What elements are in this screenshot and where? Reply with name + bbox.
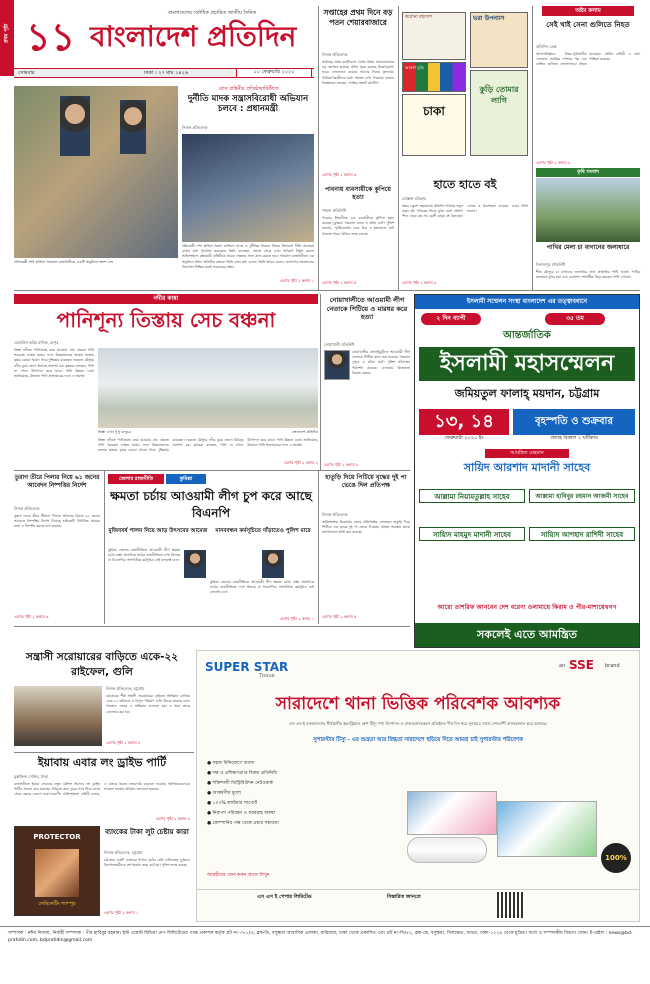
ad-islamic-conference (414, 294, 640, 648)
turag-reporter: নিজস্ব প্রতিবেদক (14, 506, 40, 511)
lead-photo-wide (182, 134, 314, 242)
ad-note: আরো তাশরিফ আনবেন দেশ বরেণ্য ওলামায়ে কিরাম ও পীর-মাশায়েখগণ (437, 604, 617, 611)
ad-time: প্রত্যহ বিকাল ২ ঘটিকায় (550, 435, 598, 441)
ad-days-name: বৃহস্পতি ও শুক্রবার (513, 409, 635, 435)
turag-jump: এরপর পৃষ্ঠা ২ কলাম ৬ (14, 614, 49, 619)
ad-dates: ১৩, ১৪ (419, 409, 509, 435)
comilla-sub-2: মানববন্ধন কর্মসূচিতে দাঁড়াতেও পুলিশ মারে (215, 528, 311, 534)
partner-prefix: an (559, 663, 566, 669)
bank-reporter: নিজস্ব প্রতিবেদক, চট্টগ্রাম (104, 850, 143, 855)
lead-reporter: নিজস্ব প্রতিবেদক (182, 125, 208, 130)
imprint: সম্পাদক : নঈম নিজাম, নির্বাহী সম্পাদক : পীর হাবিবুর রহমান। ইস্ট ওয়েস্ট মিডিয়া গ্রুপ লিমিটেডের পক্ষে প্রকাশক কর্তৃক প্লট নং-৩৭১/এ, ব্লক-ডি, বসুন্ধরা আবাসিক এলাকা, বারিধারা, ঢাকা থেকে প্রকাশিত এবং প্লট নং-সি/৫২, ব্লক-কে, বসুন্ধরা, খিলক্ষেত, বাড্ডা, ঢাকা-১২২৯ থেকে মুদ্রিত। বার্তা ও সম্পাদকীয় বিভাগ ফোন। ই-মেইল : news@bd-pratidin.com, bdpratidin@gmail.com (8, 931, 633, 943)
column-badge: অষ্টম কলাম (542, 6, 634, 16)
day-label: সোমবার (18, 70, 35, 76)
army-jump: এরপর পৃষ্ঠা ২ কলাম ৪ (536, 160, 571, 165)
haturi-jump: এরপর পৃষ্ঠা ২ কলাম ৫ (322, 614, 357, 619)
ad-guest-3: সায়্যিদ মাহমুদ মাদানী সাহেব (419, 527, 525, 541)
book-cover-2: ভরা উপন্যাস (470, 12, 528, 68)
superstar-phone-label: বিস্তারিত জানতে (387, 894, 421, 900)
ad-guest-1: আল্লামা নিয়ামতুল্লাহ সাহেব (419, 489, 525, 503)
sharemarket-headline: সপ্তাহের প্রথম দিনে বড় পতন শেয়ারবাজারে (323, 8, 393, 27)
yaba-jump: এরপর পৃষ্ঠা ২ কলাম ৩ (155, 816, 190, 821)
masthead-tagline: বাংলাদেশের সর্বাধিক প্রচারিত জাতীয় দৈনিক (168, 10, 256, 16)
bank-body: চট্টগ্রামে একটি ব্যাংকের শাখায় লুটের চেষ্টা চালিয়েছে দুর্বৃত্তরা। নিরাপত্তাকর্মীদের তৎপরতায় তারা ব্যর্থ হয়। পুলিশ তদন্ত করছে। (104, 858, 190, 868)
ad-footer: সকলেই এতে আমন্ত্রিত (415, 623, 639, 647)
bullet-3: ● শক্তিশালী ডিস্ট্রিবিউশন নেটওয়ার্ক (207, 781, 273, 786)
army-reporter: প্রতিদিন ডেস্ক (536, 44, 557, 49)
bullet-7: ● কোম্পানির পক্ষ থেকে প্রচার সহায়তা (207, 821, 279, 826)
turag-body: তুরাগ নদের তীরে সীমানা পিলার স্থাপনের বিষয়ে ৬১ জনের আবেদন নিষ্পত্তির নির্দেশ দিয়েছে হাইকোর্ট। নির্ধারিত সময়ের মধ্যে এ নিষ্পত্তি করতে বলা হয়েছে। (14, 514, 100, 529)
lead-photo-person-2 (120, 100, 146, 154)
comilla-tag-1: জেলার রাজনীতি (108, 474, 164, 484)
turag-headline: তুরাগ তীরে পিলার নিয়ে ৬১ জনের আবেদন নিষ্পত্তির নির্দেশ (14, 474, 100, 489)
tissue-box-2 (497, 801, 597, 857)
logo-mark: ১১ (26, 15, 76, 59)
noakhali-headline: নোয়াখালীতে আওয়ামী লীগ নেতাকে পিটিয়ে ও মারধর করে হত্যা (326, 296, 408, 322)
bird-photo (536, 178, 640, 242)
army-body: আফগানিস্তানে উত্তর-পূর্বাঞ্চলীয় এলাকায় সামরিক পোশাক পরা এক ব্যক্তির গুলিতে সেনাসদস্যরা নিহত হয়েছেন। মার্কিন বাহিনী এ তথ্য নিশ্চিত করেছে। (536, 52, 640, 67)
date-box: ১০ ফেব্রুয়ারি ২০২০ (236, 68, 312, 78)
bullet-2: ● দক্ষ ও প্রশিক্ষণপ্রাপ্ত বিক্রয় প্রতিনিধি (207, 771, 277, 776)
superstar-apply: আগ্রহীদের ফোন করুন অথবা লিখুন (207, 873, 270, 878)
books-headline: হাতে হাতে বই (433, 178, 497, 191)
bird-headline: পাখির মেলা চা বাগানের জলাধারে (546, 244, 630, 251)
partner-brand: SSE (569, 658, 594, 672)
teesta-jump: এরপর পৃষ্ঠা ২ কলাম ২ (283, 460, 318, 465)
sarowar-reporter: নিজস্ব প্রতিবেদক, চট্টগ্রাম (106, 686, 145, 691)
noakhali-reporter: নোয়াখালী প্রতিনিধি (324, 342, 355, 347)
ad-title: ইসলামী মহাসম্মেলন (419, 347, 635, 381)
krishi-badge: কৃষি সংবাদ (536, 168, 640, 177)
sharemarket-body: সপ্তাহের প্রথম কার্যদিবসে দেশের উভয় শেয়ারবাজারে বড় দরপতন হয়েছে। প্রধান সূচক কমেছে উল্লেখযোগ্য হারে। লেনদেনও কমেছে আগের দিনের তুলনায়। বিনিয়োগকারীদের মধ্যে আতঙ্ক দেখা দিয়েছে। বাজার বিশ্লেষকরা বলছেন, আস্থার সংকট কাটেনি। (322, 60, 394, 85)
bullet-6: ● নিরাপদ পরিবহন ও সরবরাহ ব্যবস্থা (207, 811, 276, 816)
ad-edition: ৩৫ তম (545, 313, 605, 325)
pabna-jump: এরপর পৃষ্ঠা ২ কলাম ৫ (322, 280, 357, 285)
noakhali-jump: এরপর পৃষ্ঠা ২ কলাম ৪ (324, 462, 359, 467)
teesta-body-left: তিস্তা নদীতে পানিপ্রবাহ কমে যাওয়ায় সেচ প্রকল্পে পানি সরবরাহ ব্যাহত হচ্ছে। ফলে উত্তরাঞ্চলের হাজার হাজার কৃষক বোরো আবাদ নিয়ে দুশ্চিন্তায় রয়েছেন। শুকনো মৌসুমে নদীর বুকে জেগে উঠেছে অসংখ্য চর। কৃষকরা বলছেন, পানি না পেলে উৎপাদন কমে যাবে। পানি উন্নয়ন বোর্ড জানিয়েছে, উজানে পানি প্রত্যাহারের ফলে এ অবস্থা। (14, 348, 94, 379)
sarowar-jump: এরপর পৃষ্ঠা ২ কলাম ৪ (106, 740, 141, 745)
ad-top-line: ইসলামী সম্মেলন সংস্থা বাংলাদেশ এর তত্ত্বাবধানে (415, 295, 639, 309)
lead-body: প্রধানমন্ত্রী শেখ হাসিনা সন্ত্রাস জঙ্গিবাদ মাদক ও দুর্নীতির বিরুদ্ধে জিরো টলারেন্স নীতি অব্যাহত রাখার কথা পুনর্ব্যক্ত করেছেন। তিনি বলেছেন, সমাজ থেকে এসব অপরাধ নির্মূল করতে আইনশৃঙ্খলা রক্ষাকারী বাহিনীকে আরও দক্ষতার সঙ্গে কাজ করতে হবে। গতকাল রাজধানীতে এক অনুষ্ঠানে প্রধান অতিথির বক্তব্যে তিনি এসব কথা বলেন। তিনি আরও বলেন, জনগণের জানমালের নিরাপত্তা নিশ্চিত করাই সরকারের লক্ষ্য। (182, 244, 314, 269)
yaba-body: রাজধানীতে ইয়াবা সেবনের নতুন কৌশল হিসেবে লং ড্রাইভ পার্টির প্রচলন শুরু হয়েছে। গাড়িতে করে দূরের পথে গিয়ে মাদক সেবন করছে একদল তরুণ-তরুণী। আইনশৃঙ্খলা বাহিনী বলছে, এ চক্রকে ধরতে নজরদারি বাড়ানো হয়েছে। অভিভাবকদেরও সচেতন হওয়ার আহ্বান জানানো হয়েছে। (14, 782, 190, 797)
bullet-5: ● ১০০% কাস্টমার সাপোর্ট (207, 801, 257, 806)
ad-intl: আন্তর্জাতিক (503, 330, 551, 341)
comilla-headline: ক্ষমতা চর্চায় আওয়ামী লীগ চুপ করে আছে বিএনপি (110, 489, 312, 520)
bird-body: শীত মৌসুমে চা বাগানের জলাধারে নানা প্রজাতির পাখি আসে। পাখির কলতানে মুখর হয়ে ওঠে চারপাশ। দর্শনার্থীরা ভিড় করছেন পাখি দেখতে। (536, 270, 640, 280)
sharemarket-reporter: নিজস্ব প্রতিবেদক (322, 52, 348, 57)
protector-brand: PROTECTOR (33, 833, 81, 841)
pabna-body: পাবনার ঈশ্বরদীতে এক ব্যবসায়ীকে কুপিয়ে হত্যা করেছে দুর্বৃত্তরা। গতকাল রাতে এ ঘটনা ঘটে। পুলিশ জানায়, পূর্ববিরোধের জের ধরে এ হত্যাকাণ্ড ঘটে থাকতে পারে। ঘটনার তদন্ত চলছে। (322, 216, 394, 236)
sharemarket-jump: এরপর পৃষ্ঠা ২ কলাম ৩ (322, 172, 357, 177)
comilla-portrait-2 (262, 550, 284, 578)
partner-tail: brand (605, 663, 620, 669)
sarowar-headline: সন্ত্রাসী সরোয়ারের বাড়িতে একে-২২ রাইফেল, গুলি (25, 651, 179, 678)
noakhali-photo (324, 350, 350, 380)
protector-product (35, 849, 79, 897)
bullet-4: ● আকর্ষণীয় মূল্যে (207, 791, 241, 796)
superstar-sub: সুপারস্টার টিস্যু - এর শুভ্রতা আর স্নিগ্ধতা সারাদেশে ছড়িয়ে দিতে আমরা চাই সুপারস্টার পরিবেশক (313, 737, 523, 743)
lead-headline: দুর্নীতি মাদক সন্ত্রাসবিরোধী অভিযান চলবে : প্রধানমন্ত্রী (187, 94, 309, 114)
sarowar-body: চট্টগ্রামের শীর্ষ সন্ত্রাসী সরোয়ারের বাড়িতে অভিযান চালিয়ে একে-২২ রাইফেল ও বিপুল পরিমাণ গুলি উদ্ধার করেছে র‍্যাব। গতকাল ভোরে এ অভিযান চালানো হয়। এ সময় তাকে গ্রেফতার করা হয়। (106, 694, 190, 714)
pabna-headline: পাবনায় ব্যবসায়ীকে কুপিয়ে হত্যা (324, 186, 392, 201)
book-cover-3: আকাশ ঘুড়ি (402, 62, 466, 92)
comilla-sub-1: মুজিববর্ষ পালন নিয়ে আড় উৎসবের আমেজ (108, 528, 208, 534)
qr-code (497, 892, 523, 918)
superstar-headline: সারাদেশে থানা ভিত্তিক পরিবেশক আবশ্যক (275, 694, 561, 714)
comilla-jump: এরপর পৃষ্ঠা ২ কলাম ১ (279, 616, 314, 621)
yaba-headline: ইয়াবায় এবার লং ড্রাইভ পার্টি (37, 756, 167, 769)
ad-superstar (196, 650, 640, 922)
comilla-body-right: কুমিল্লা জেলার রাজনীতিতে আওয়ামী লীগ ক্ষমতা চর্চায় ব্যস্ত। অন্যদিকে মাঠের রাজনীতিতে দেখা মিলছে না বিএনপির। সাংগঠনিক কর্মসূচিও নেই বললেই চলে। (210, 580, 314, 595)
comilla-portrait-1 (184, 550, 206, 578)
ad-month: ফেব্রুয়ারী ২০২০ ইং (444, 435, 484, 441)
noakhali-body: নোয়াখালীর সোনাইমুড়ীতে আওয়ামী লীগ নেতাকে পিটিয়ে হত্যা করা হয়েছে। গতকাল দুপুরে এ ঘটনা ঘটে। পুলিশ ঘটনাস্থল পরিদর্শন করেছে। এলাকায় উত্তেজনা বিরাজ করছে। (352, 350, 410, 375)
quality-badge: 100% (601, 843, 631, 873)
yaba-reporter: মুস্তাফিজ সেলিম, ঢাকা (14, 774, 48, 779)
lead-photo-person (60, 96, 90, 156)
haturi-headline: হাতুড়ি দিয়ে পিটিয়ে বৃদ্ধের দুই পা ভেঙে দিল প্রতিপক্ষ (325, 474, 407, 490)
protector-line: লেমিনেটিং শ্যাম্পুর (38, 901, 76, 907)
teesta-caption: তিস্তা এখন ধু ধু বালুচর (98, 430, 131, 434)
ad-protector (14, 826, 100, 916)
superstar-footer-bar (197, 889, 639, 921)
book-cover-1: করোনা মহাদেশ (402, 12, 466, 60)
ad-days: ২ দিন ব্যাপী (421, 313, 481, 325)
superstar-brand-sub: Tissue (259, 673, 275, 679)
teesta-body-right: তিস্তা নদীতে পানিপ্রবাহ কমে যাওয়ায় সেচ প্রকল্পে পানি সরবরাহ ব্যাহত হচ্ছে। ফলে উত্তরাঞ্চলের হাজার হাজার কৃষক বোরো আবাদ নিয়ে দুশ্চিন্তায় রয়েছেন। শুকনো মৌসুমে নদীর বুকে জেগে উঠেছে অসংখ্য চর। কৃষকরা বলছেন, পানি না পেলে উৎপাদন কমে যাবে। পানি উন্নয়ন বোর্ড জানিয়েছে, উজানে পানি প্রত্যাহারের ফলে এ অবস্থা। (98, 438, 318, 453)
masthead-side-label: প্রথম পৃষ্ঠা (0, 0, 14, 76)
ad-venue: জমিয়তুল ফালাহ্ ময়দান, চট্টগ্রাম (454, 387, 600, 400)
comilla-body: কুমিল্লা জেলার রাজনীতিতে আওয়ামী লীগ ক্ষমতা চর্চায় ব্যস্ত। অন্যদিকে মাঠের রাজনীতিতে দেখা মিলছে না বিএনপির। সাংগঠনিক কর্মসূচিও নেই বললেই চলে। (108, 548, 180, 563)
bird-reporter: দিনাজপুর প্রতিনিধি (536, 262, 566, 267)
book-cover-4: চাকা (402, 94, 466, 156)
haturi-reporter: নিজস্ব প্রতিবেদক (322, 512, 348, 517)
ad-guest-2: আল্লামা হাবিবুর রহমান আজমী সাহেব (529, 489, 635, 503)
place-date: ঢাকা । ২৭ মাঘ ১৪২৬ (144, 70, 189, 76)
book-cover-5: কুড়ি তোমার লাগি (470, 70, 528, 156)
ad-guest-label: আমন্ত্রিত মেহমান (485, 449, 569, 458)
army-headline: সেই খাই সেনা গুলিতে নিহত (546, 20, 630, 29)
books-jump: এরপর পৃষ্ঠা ২ কলাম ৩ (402, 280, 437, 285)
bank-headline: ব্যাংকের টাকা লুট চেষ্টায় কারা (105, 828, 189, 836)
teesta-photo (98, 348, 318, 428)
pabna-reporter: পাবনা প্রতিনিধি (322, 208, 346, 213)
teesta-headline: পানিশূন্য তিস্তায় সেচ বঞ্চনা (56, 308, 276, 332)
superstar-bullets (207, 759, 393, 871)
books-reporter: মোস্তফা মতিহার (402, 196, 426, 201)
comilla-tag-2: কুমিল্লা (166, 474, 206, 484)
superstar-brand: SUPER STAR (205, 660, 289, 674)
tissue-box-1 (407, 791, 497, 835)
bullet-1: ● সহজ বিনিয়োগে ব্যবসা (207, 761, 255, 766)
teesta-reporter: রেজাউল করিম মানিক, রংপুর (14, 340, 59, 345)
superstar-intro: এস এস ই বাংলাদেশের শীর্ষস্থানীয় ইন্ডাস্ট্রিয়াল গ্রুপ টিস্যু পণ্য উৎপাদন ও বাজারজাতকরণ প্রতিষ্ঠান। দীর্ঘ দিন ধরে সুনামের সাথে দেশব্যাপী বাজারজাত করে আসছে। (288, 721, 548, 726)
lead-jump: এরপর পৃষ্ঠা ২ কলাম ১ (279, 278, 314, 283)
haturi-body: জমিসংক্রান্ত বিরোধের জেরে প্রতিপক্ষের লোকজন হাতুড়ি দিয়ে পিটিয়ে এক বৃদ্ধের দুই পা ভেঙে দিয়েছে। আহত অবস্থায় তাকে হাসপাতালে ভর্তি করা হয়েছে। (322, 520, 410, 535)
newspaper-title: বাংলাদেশ প্রতিদিন (90, 20, 297, 53)
books-body: অমর একুশে গ্রন্থমেলায় প্রতিদিন আসছে নতুন নতুন বই। পাঠকের ভিড়ে মুখর মেলা প্রাঙ্গণ। শিশু থেকে বৃদ্ধ সব বয়সী মানুষ বই কিনছেন। লেখক ও প্রকাশকরা বলছেন, এবার বিক্রি ভালো। (402, 204, 528, 219)
superstar-company: এস এস ই পেপার লিমিটেড (257, 894, 312, 900)
lead-photo (14, 86, 178, 258)
tissue-roll (407, 837, 487, 863)
ad-guest-4: সায়্যিদ আশহাদ রাশিদী সাহেব (529, 527, 635, 541)
ad-main-guest: সায়িদ আরশাদ মাদানী সাহেব (463, 461, 591, 474)
teesta-kicker: নদীর কান্না (14, 294, 318, 304)
lead-kicker: র‍্যাব বাহিনীর প্রতিষ্ঠাবার্ষিকীতে (219, 86, 279, 92)
teesta-credit: বাংলাদেশ প্রতিদিন (291, 430, 318, 434)
lead-caption: প্রধানমন্ত্রী শেখ হাসিনা গতকাল রাজধানীতে একটি অনুষ্ঠানে অংশ নেন (14, 260, 113, 264)
sarowar-photo (14, 686, 102, 746)
bank-jump: এরপর পৃষ্ঠা ২ কলাম ১ (104, 910, 139, 915)
